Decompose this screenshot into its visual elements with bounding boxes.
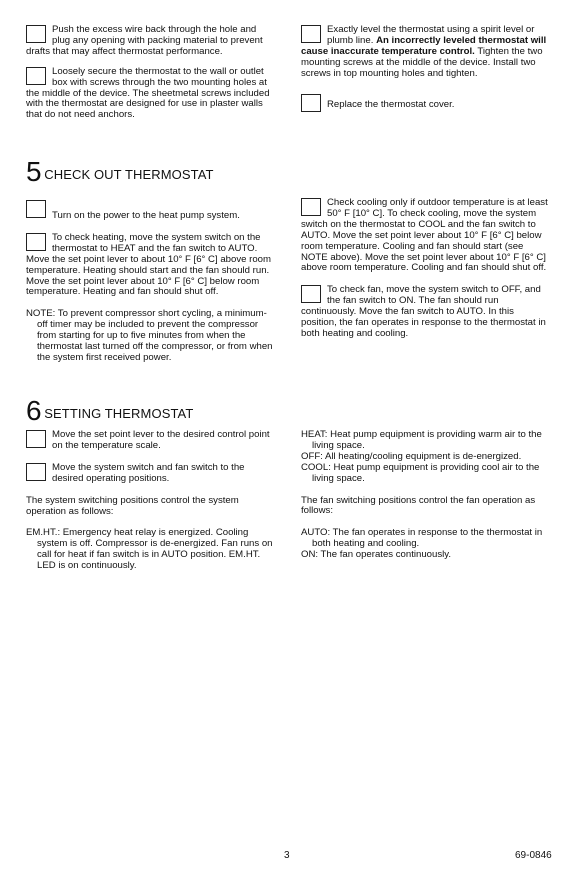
cooling-check-text: Check cooling only if outdoor temperature is at least 50° F [10° C]. To check cooling, move the system switch on the thermostat to COOL and the fan switch to AUTO. Move the set point lever about 10° F [6° C] below room temperature. Cooling and fan should start (see NOTE above). Move the set point lever about 10° F [6° C] above room temperature. Cooling and fan should shut off. bbox=[301, 197, 548, 274]
checkbox[interactable] bbox=[26, 25, 46, 43]
checkbox[interactable] bbox=[26, 67, 46, 85]
level-warning: An incorrectly leveled thermostat will cause inaccurate temperature control. bbox=[301, 34, 547, 57]
level-text-b: Tighten the two mounting screws at the middle of the device. Install two screws in top mounting holes and tighten. bbox=[301, 45, 543, 79]
section-5-right-column bbox=[301, 198, 549, 340]
switch-step bbox=[26, 463, 274, 485]
cool-description: COOL: Heat pump equipment is providing cool air to the living space. bbox=[301, 461, 540, 484]
section-5-left-column bbox=[26, 200, 274, 364]
checkbox[interactable] bbox=[26, 200, 46, 218]
heat-description: HEAT: Heat pump equipment is providing warm air to the living space. bbox=[301, 429, 542, 451]
heating-check-step bbox=[26, 233, 274, 298]
set-point-text: Move the set point lever to the desired control point on the temperature scale. bbox=[52, 429, 270, 451]
checkbox[interactable] bbox=[301, 25, 321, 43]
page-number: 3 bbox=[284, 850, 290, 861]
section-title: CHECK OUT THERMOSTAT bbox=[44, 167, 214, 182]
set-point-step bbox=[26, 430, 274, 452]
level-step bbox=[301, 25, 549, 80]
section-number: 5 bbox=[26, 156, 42, 187]
section-6-right-column bbox=[301, 430, 549, 561]
emht-description: EM.HT.: Emergency heat relay is energized. Cooling system is off. Compressor is de-energized. Fan runs on call for heat if fan switch is in AUTO position. EM.HT. LED is on continuously. bbox=[26, 527, 273, 572]
secure-step bbox=[26, 67, 274, 122]
section-number: 6 bbox=[26, 395, 42, 426]
switch-step-text: Move the system switch and fan switch to the desired operating positions. bbox=[52, 461, 245, 484]
checkbox[interactable] bbox=[26, 463, 46, 481]
level-text-a: Exactly level the thermostat using a spirit level or plumb line. bbox=[327, 24, 535, 46]
power-step-text: Turn on the power to the heat pump system. bbox=[52, 210, 240, 221]
level-step-text bbox=[301, 25, 549, 80]
auto-description: AUTO: The fan operates in response to the thermostat in both heating and cooling. bbox=[301, 527, 543, 550]
top-left-column bbox=[26, 25, 274, 121]
short-cycle-note: NOTE: To prevent compressor short cycling, a minimum-off timer may be included to prevent the compressor from starting for up to five minutes from when the thermostat last turned off the compressor, or from when the system first received power. bbox=[26, 308, 273, 363]
off-description: OFF: All heating/cooling equipment is de-energized. bbox=[301, 450, 522, 462]
checkbox[interactable] bbox=[301, 94, 321, 112]
cover-step-text: Replace the thermostat cover. bbox=[327, 98, 455, 110]
section-title: SETTING THERMOSTAT bbox=[44, 406, 194, 421]
fan-check-text: To check fan, move the system switch to OFF, and the fan switch to ON. The fan should run continuously. Move the fan switch to AUTO. In this position, the fan operates in response to the thermostat in both heating and cooling. bbox=[301, 284, 546, 339]
secure-step-text: Loosely secure the thermostat to the wall or outlet box with screws through the two mounting holes at the middle of the device. The sheetmetal screws included with the thermostat are designed for use in plaster walls that do not need anchors. bbox=[26, 65, 270, 121]
checkbox[interactable] bbox=[301, 285, 321, 303]
wire-step-text: Push the excess wire back through the hole and plug any opening with packing material to prevent drafts that may affect thermostat performance. bbox=[26, 24, 263, 57]
wire-step bbox=[26, 25, 274, 58]
document-number: 69-0846 bbox=[515, 850, 552, 861]
top-right-column bbox=[301, 25, 549, 112]
fan-switch-intro: The fan switching positions control the fan operation as follows: bbox=[301, 494, 536, 517]
checkbox[interactable] bbox=[26, 430, 46, 448]
on-description: ON: The fan operates continuously. bbox=[301, 549, 452, 561]
section-6-left-column bbox=[26, 430, 274, 572]
section-5-heading bbox=[26, 158, 214, 186]
cover-step bbox=[301, 94, 549, 111]
checkbox[interactable] bbox=[26, 233, 46, 251]
checkbox[interactable] bbox=[301, 198, 321, 216]
heating-check-text: To check heating, move the system switch on the thermostat to HEAT and the fan switch to AUTO. Move the set point lever to about 10° F [6° C] above room temperature. Heating should start and the fan should run. Move the set point lever about 10° F [6° C] below room temperature. Heating and fan should shut off. bbox=[26, 231, 271, 298]
section-6-heading bbox=[26, 397, 193, 425]
cooling-check-step bbox=[301, 198, 549, 274]
fan-check-step bbox=[301, 285, 549, 340]
power-step bbox=[26, 200, 274, 222]
system-switch-intro: The system switching positions control the system operation as follows: bbox=[26, 494, 239, 517]
